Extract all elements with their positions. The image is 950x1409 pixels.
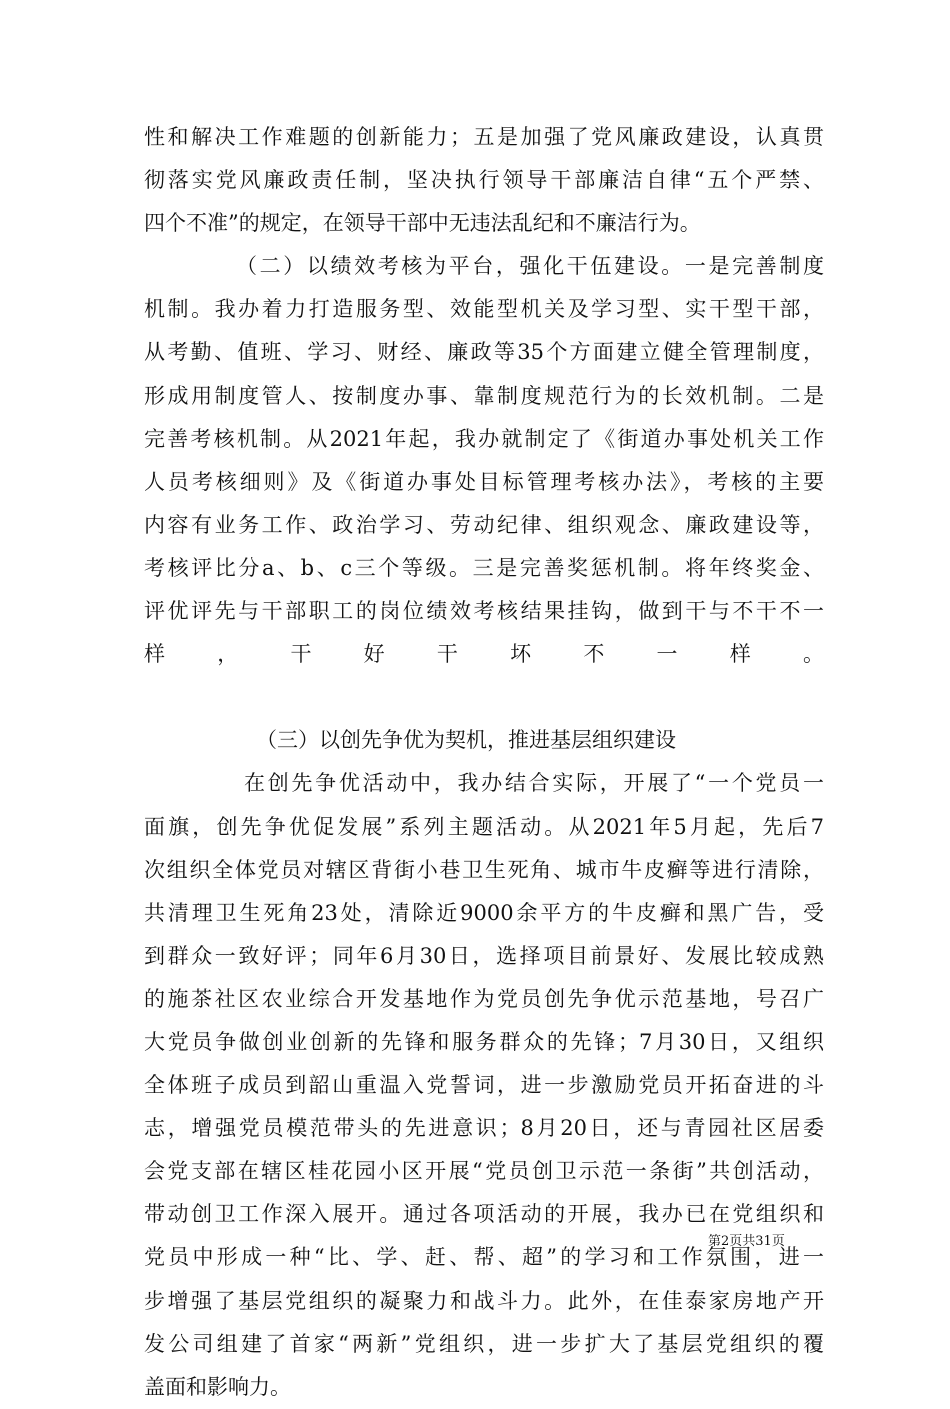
text-line: 党员中形成一种“比、学、赶、帮、超”的学习和工作氛围，进一 bbox=[144, 1245, 824, 1270]
text-line: 会党支部在辖区桂花园小区开展“党员创卫示范一条街”共创活动， bbox=[144, 1159, 824, 1184]
text-line: 面旗，创先争优促发展”系列主题活动。从2021年5月起，先后7 bbox=[144, 814, 824, 839]
text-line: 大党员争做创业创新的先锋和服务群众的先锋；7月30日，又组织 bbox=[144, 1029, 824, 1054]
text-line: 四个不准”的规定，在领导干部中无违法乱纪和不廉洁行为。 bbox=[144, 211, 701, 236]
text-line: 评优评先与干部职工的岗位绩效考核结果挂钩，做到干与不干不一 bbox=[144, 599, 824, 624]
section-heading-2: （二）以绩效考核为平台，强化干伍建设。一是完善制度 bbox=[236, 254, 824, 279]
text-line: 形成用制度管人、按制度办事、靠制度规范行为的长效机制。二是 bbox=[144, 383, 824, 408]
text-line: 共清理卫生死角23处，清除近9000余平方的牛皮癣和黑广告，受 bbox=[144, 900, 824, 925]
text-line: 到群众一致好评；同年6月30日，选择项目前景好、发展比较成熟 bbox=[144, 943, 824, 968]
text-line: 发公司组建了首家“两新”党组织，进一步扩大了基层党组织的覆 bbox=[144, 1331, 824, 1356]
section-heading-3: （三）以创先争优为契机，推进基层组织建设 bbox=[256, 728, 676, 753]
text-line: 次组织全体党员对辖区背街小巷卫生死角、城市牛皮癣等进行清除， bbox=[144, 857, 824, 882]
text-line: 的施茶社区农业综合开发基地作为党员创先争优示范基地，号召广 bbox=[144, 986, 824, 1011]
text-line bbox=[144, 676, 824, 719]
text-line: 考核评比分a、b、c三个等级。三是完善奖惩机制。将年终奖金、 bbox=[144, 555, 824, 580]
text-line: 带动创卫工作深入展开。通过各项活动的开展，我办已在党组织和 bbox=[144, 1202, 824, 1227]
text-line: 志，增强党员模范带头的先进意识；8月20日，还与青园社区居委 bbox=[144, 1116, 824, 1141]
text-line: 机制。我办着力打造服务型、效能型机关及学习型、实干型干部， bbox=[144, 297, 824, 322]
page-number: 第2页共31页 bbox=[708, 1234, 785, 1249]
text-line: 全体班子成员到韶山重温入党誓词，进一步激励党员开拓奋进的斗 bbox=[144, 1073, 824, 1098]
text-line: 步增强了基层党组织的凝聚力和战斗力。此外，在佳泰家房地产开 bbox=[144, 1288, 824, 1313]
text-line: 性和解决工作难题的创新能力；五是加强了党风廉政建设，认真贯 bbox=[144, 125, 824, 149]
text-line: 内容有业务工作、政治学习、劳动纪律、组织观念、廉政建设等， bbox=[144, 512, 824, 537]
text-line: 人员考核细则》及《街道办事处目标管理考核办法》，考核的主要 bbox=[144, 469, 824, 494]
body-text bbox=[144, 116, 824, 1409]
text-line: 从考勤、值班、学习、财经、廉政等35个方面建立健全管理制度， bbox=[144, 340, 824, 365]
text-line: 在创先争优活动中，我办结合实际，开展了“一个党员一 bbox=[244, 771, 824, 796]
text-line: 完善考核机制。从2021年起，我办就制定了《街道办事处机关工作 bbox=[144, 426, 824, 451]
text-line: 彻落实党风廉政责任制，坚决执行领导干部廉洁自律“五个严禁、 bbox=[144, 168, 824, 193]
text-line: 样，干好干坏不一样。 bbox=[144, 642, 824, 667]
text-line: 盖面和影响力。 bbox=[144, 1374, 291, 1399]
